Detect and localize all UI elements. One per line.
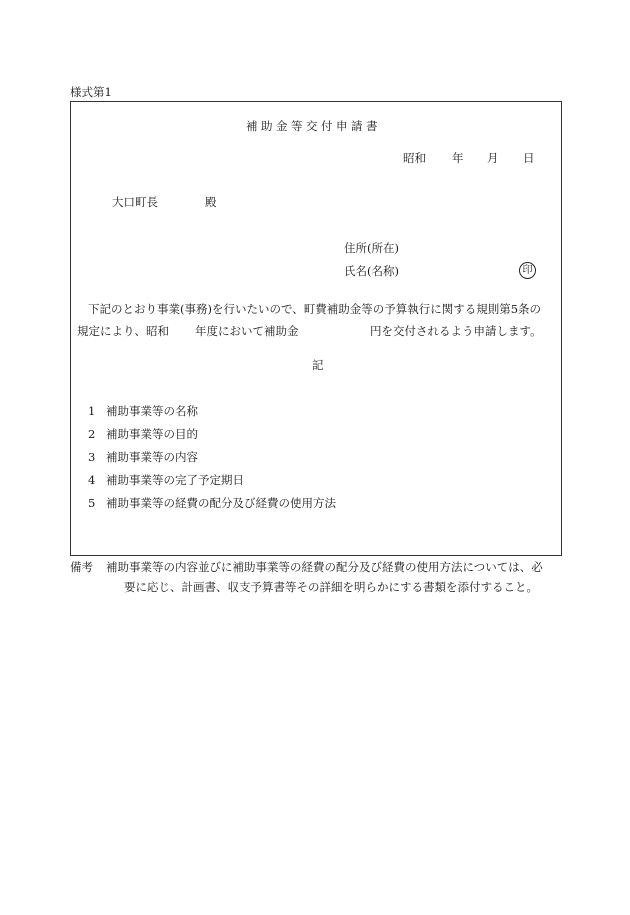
item-number: 4 <box>88 473 96 487</box>
body-line-2-part-2: 年度において補助金 <box>195 324 299 338</box>
body-line-2-part-3: 円を交付されるよう申請します。 <box>370 324 542 338</box>
honorific: 殿 <box>205 195 217 209</box>
applicant-address-label: 住所(所在) <box>344 241 399 255</box>
body-line-1: 下記のとおり事業(事務)を行いたいので、町費補助金等の予算執行に関する規則第5条の <box>88 302 542 316</box>
item-text: 補助事業等の内容 <box>106 450 198 464</box>
list-item <box>88 449 198 465</box>
item-text: 補助事業等の完了予定期日 <box>106 473 244 487</box>
ki-heading: 記 <box>312 358 324 372</box>
date-era: 昭和 <box>403 151 426 165</box>
list-item <box>88 426 198 442</box>
item-number: 1 <box>88 404 96 418</box>
date-year: 年 <box>452 151 464 165</box>
form-id: 様式第1 <box>70 85 112 99</box>
item-text: 補助事業等の経費の配分及び経費の使用方法 <box>106 496 336 510</box>
item-text: 補助事業等の目的 <box>106 427 198 441</box>
item-text: 補助事業等の名称 <box>106 404 198 418</box>
list-item <box>88 403 198 419</box>
item-number: 3 <box>88 450 96 464</box>
body-line-2-part-1: 規定により、昭和 <box>77 324 169 338</box>
list-item <box>88 495 336 511</box>
date-day: 日 <box>523 151 535 165</box>
remarks-line-2: 要に応じ、計画書、収支予算書等その詳細を明らかにする書類を添付すること。 <box>124 580 538 594</box>
remarks-label: 備考 <box>70 560 93 574</box>
list-item <box>88 472 244 488</box>
item-number: 5 <box>88 496 96 510</box>
remarks-line-1: 補助事業等の内容並びに補助事業等の経費の配分及び経費の使用方法については、必 <box>106 560 543 574</box>
applicant-name-label: 氏名(名称) <box>344 264 399 278</box>
seal-mark: 印 <box>519 262 536 279</box>
item-number: 2 <box>88 427 96 441</box>
date-month: 月 <box>487 151 499 165</box>
document-title: 補助金等交付申請書 <box>246 119 381 133</box>
addressee: 大口町長 <box>112 195 158 209</box>
